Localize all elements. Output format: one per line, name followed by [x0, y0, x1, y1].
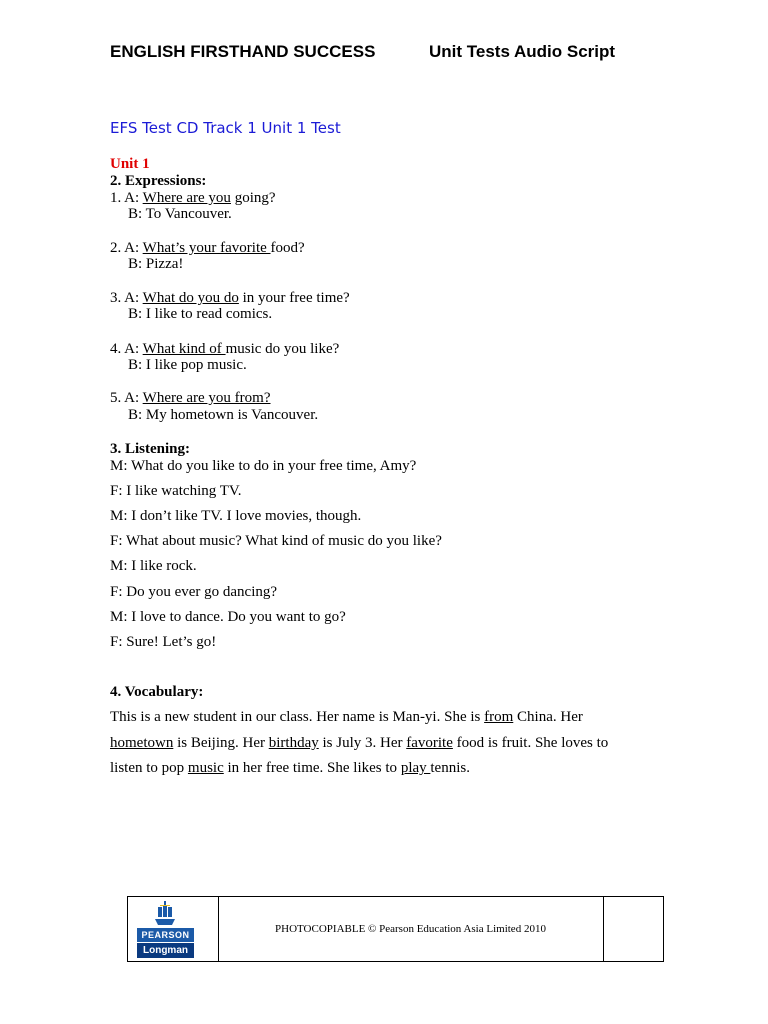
item-number: 1. [110, 190, 122, 206]
expression-5-a [110, 389, 271, 407]
expression-3-b: B: I like to read comics. [128, 306, 273, 322]
item-number: 2. [110, 240, 122, 256]
expression-4-b: B: I like pop music. [128, 357, 247, 373]
item-number: 3. [110, 290, 122, 306]
vocab-answer: from [484, 709, 514, 725]
expression-1-b: B: To Vancouver. [128, 206, 232, 222]
listening-line: F: Sure! Let’s go! [110, 634, 217, 650]
track-title: EFS Test CD Track 1 Unit 1 Test [110, 119, 341, 137]
question-rest: food? [270, 240, 305, 256]
question-rest: in your free time? [238, 290, 350, 306]
logo-longman-text: Longman [137, 943, 194, 958]
item-number: 4. [110, 341, 122, 357]
header-book-title: ENGLISH FIRSTHAND SUCCESS [110, 42, 376, 61]
speaker-a: A: [121, 190, 143, 206]
listening-line: M: What do you like to do in your free time, Amy? [110, 458, 417, 474]
logo-pearson-text: PEARSON [137, 928, 194, 942]
speaker-a: A: [121, 341, 143, 357]
footer-logo-cell [128, 897, 219, 961]
vocab-answer: music [187, 760, 224, 776]
copyright-notice: PHOTOCOPIABLE © Pearson Education Asia Limited 2010 [218, 897, 604, 961]
vocab-answer: favorite [406, 735, 453, 751]
listening-line: F: What about music? What kind of music do you like? [110, 533, 442, 549]
item-number: 5. [110, 390, 122, 406]
footer-blank-cell [604, 897, 663, 961]
unit-label: Unit 1 [110, 156, 150, 172]
header-section-title: Unit Tests Audio Script [429, 42, 616, 61]
listening-line: M: I don’t like TV. I love movies, though. [110, 508, 362, 524]
expression-5-b: B: My hometown is Vancouver. [128, 407, 319, 423]
listening-line: F: Do you ever go dancing? [110, 584, 278, 600]
underlined-answer: What’s your favorite [142, 240, 271, 256]
vocab-answer: hometown [110, 735, 174, 751]
expressions-heading: 2. Expressions: [110, 173, 207, 189]
footer-table [127, 896, 664, 962]
vocabulary-line-2: hometown is Beijing. Her birthday is July 3. Her favorite food is fruit. She loves to [110, 735, 609, 751]
listening-heading: 3. Listening: [110, 441, 191, 457]
listening-line: M: I love to dance. Do you want to go? [110, 609, 346, 625]
vocabulary-line-3: listen to pop music in her free time. She likes to play tennis. [110, 760, 470, 776]
vocabulary-line-1: This is a new student in our class. Her name is Man-yi. She is from China. Her [110, 709, 583, 725]
underlined-answer: What kind of [142, 341, 226, 357]
listening-line: F: I like watching TV. [110, 483, 242, 499]
underlined-answer: Where are you from? [142, 390, 271, 406]
vocab-answer: play [400, 760, 431, 776]
speaker-a: A: [121, 240, 143, 256]
question-rest: music do you like? [225, 341, 340, 357]
speaker-a: A: [121, 290, 143, 306]
listening-line: M: I like rock. [110, 558, 197, 574]
speaker-a: A: [121, 390, 143, 406]
underlined-answer: What do you do [142, 290, 239, 306]
underlined-answer: Where are you [142, 190, 231, 206]
question-rest: going? [230, 190, 276, 206]
expression-2-b: B: Pizza! [128, 256, 184, 272]
vocabulary-heading: 4. Vocabulary: [110, 684, 204, 700]
vocab-answer: birthday [268, 735, 319, 751]
ship-icon [154, 901, 176, 927]
pearson-longman-logo [137, 901, 194, 959]
